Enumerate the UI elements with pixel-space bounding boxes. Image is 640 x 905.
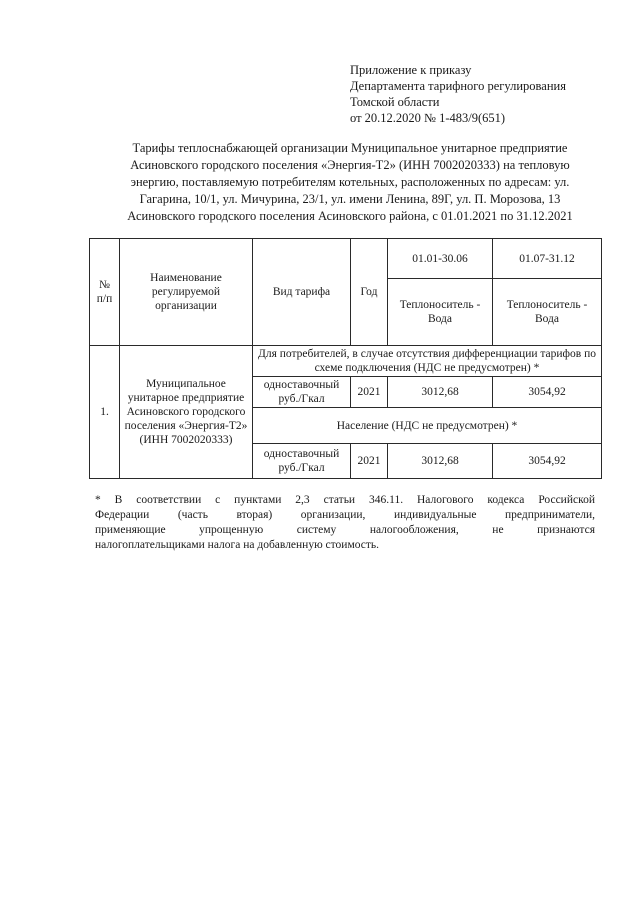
tariff-table bbox=[89, 238, 602, 479]
value-cell: 3012,68 bbox=[388, 377, 493, 408]
header-tariff-type: Вид тарифа bbox=[253, 239, 351, 346]
footnote-line: Федерации (часть вторая) организации, индивидуальные предприниматели, bbox=[95, 509, 595, 521]
header-org: Наименование регулируемой организации bbox=[120, 239, 253, 346]
document-title bbox=[80, 140, 620, 225]
footnote-line: * В соответствии с пунктами 2,3 статьи 346.11. Налогового кодекса Российской bbox=[95, 494, 595, 506]
title-line: Асиновского городского поселения Асиновского района, с 01.01.2021 по 31.12.2021 bbox=[127, 209, 573, 223]
section-population: Население (НДС не предусмотрен) * bbox=[253, 408, 602, 444]
appendix-line: Департамента тарифного регулирования bbox=[350, 79, 566, 93]
tariff-type-cell: одноставочный руб./Гкал bbox=[253, 444, 351, 479]
tariff-type-cell: одноставочный руб./Гкал bbox=[253, 377, 351, 408]
header-year: Год bbox=[351, 239, 388, 346]
section-consumers: Для потребителей, в случае отсутствия дифференциации тарифов по схеме подключения (НДС не предусмотрен) * bbox=[253, 346, 602, 377]
header-num: № п/п bbox=[90, 239, 120, 346]
title-line: Гагарина, 10/1, ул. Мичурина, 23/1, ул. имени Ленина, 89Г, ул. П. Морозова, 13 bbox=[139, 192, 561, 206]
appendix-line: от 20.12.2020 № 1-483/9(651) bbox=[350, 111, 506, 125]
header-period-2: 01.07-31.12 bbox=[493, 239, 602, 279]
value-cell: 3012,68 bbox=[388, 444, 493, 479]
appendix-line: Приложение к приказу bbox=[350, 63, 472, 77]
title-line: Асиновского городского поселения «Энергия-Т2» (ИНН 7002020333) на тепловую bbox=[130, 158, 570, 172]
value-cell: 3054,92 bbox=[493, 377, 602, 408]
row-org: Муниципальное унитарное предприятие Асиновского городского поселения «Энергия-Т2» (ИНН 7002020333) bbox=[120, 346, 253, 479]
title-line: Тарифы теплоснабжающей организации Муниципальное унитарное предприятие bbox=[132, 141, 568, 155]
row-num: 1. bbox=[90, 346, 120, 479]
appendix-line: Томской области bbox=[350, 95, 440, 109]
year-cell: 2021 bbox=[351, 377, 388, 408]
header-carrier-2: Теплоноситель - Вода bbox=[493, 279, 602, 346]
year-cell: 2021 bbox=[351, 444, 388, 479]
title-line: энергию, поставляемую потребителям котельных, расположенных по адресам: ул. bbox=[130, 175, 570, 189]
table-row bbox=[90, 346, 602, 377]
appendix-header bbox=[350, 62, 566, 126]
footnote-line: применяющие упрощенную систему налогообложения, не признаются bbox=[95, 524, 595, 536]
footnote bbox=[95, 493, 595, 553]
table-header-row bbox=[90, 239, 602, 279]
header-period-1: 01.01-30.06 bbox=[388, 239, 493, 279]
header-carrier-1: Теплоноситель - Вода bbox=[388, 279, 493, 346]
footnote-line: налогоплательщиками налога на добавленную стоимость. bbox=[95, 539, 380, 551]
value-cell: 3054,92 bbox=[493, 444, 602, 479]
